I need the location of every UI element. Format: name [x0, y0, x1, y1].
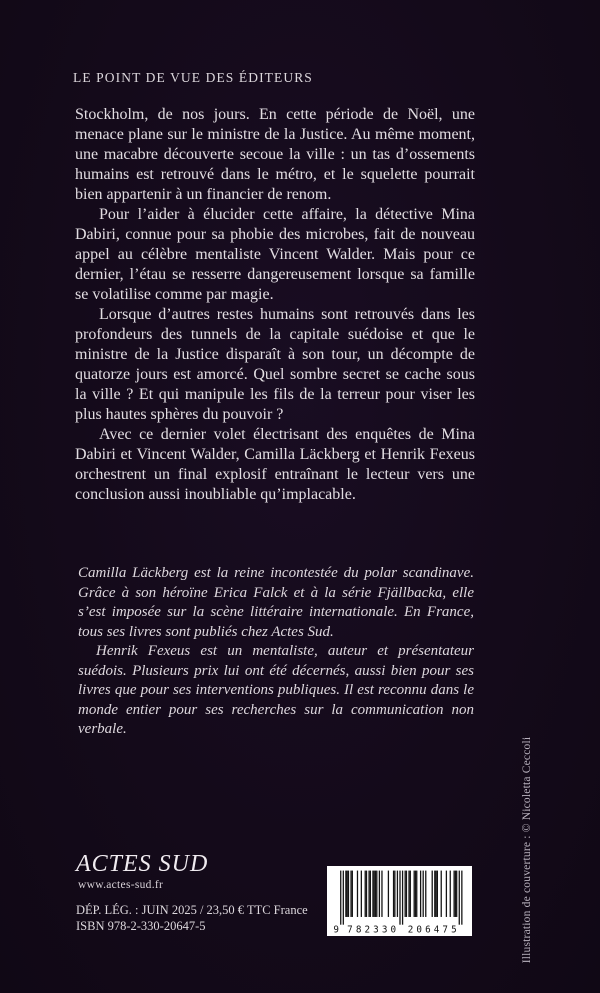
barcode-prefix-digit: 9: [332, 923, 339, 935]
blurb-paragraph: Pour l’aider à élucider cette affaire, la détective Mina Dabiri, connue pour sa phobie des microbes, fait de nouveau appel au célèbre mentaliste Vincent Walder. Mais pour ce dernier, l’étau se resserre dangereusement lorsque sa famille se volatilise comme par magie.: [75, 206, 475, 303]
blurb-paragraph: Stockholm, de nos jours. En cette période de Noël, une menace plane sur le ministre de la Justice. Au même moment, une macabre découverte secoue la ville : un tas d’ossements humains est retrouvé dans le métro, et le squelette pourrait bien appartenir à un financier de renom.: [75, 106, 475, 203]
publisher-logo: ACTES SUD: [76, 851, 209, 877]
blurb-paragraph: Avec ce dernier volet électrisant des enquêtes de Mina Dabiri et Vincent Walder, Camilla Läckberg et Henrik Fexeus orchestrent un final explosif entraînant le lecteur vers une conclusion aussi inoubliable qu’implacable.: [75, 426, 475, 503]
barcode-ean13: [332, 868, 468, 935]
cover-illustration-credit: Illustration de couverture : © Nicoletta Ceccoli: [521, 736, 533, 964]
barcode-right-digits: 206475: [407, 923, 457, 935]
legal-line: DÉP. LÉG. : JUIN 2025 / 23,50 € TTC France: [76, 903, 308, 917]
legal-block: [76, 903, 308, 934]
bio-paragraph-fexeus: Henrik Fexeus est un mentaliste, auteur et présentateur suédois. Plusieurs prix lui ont été décernés, aussi bien pour ses livres que pour ses interventions publiques. Il est reconnu dans le monde entier pour ses recherches sur la communication non verbale.: [78, 643, 474, 737]
barcode-bars: [340, 870, 462, 924]
barcode-left-digits: 782330: [346, 923, 396, 935]
bio-paragraph-lackberg: Camilla Läckberg est la reine incontestée du polar scandinave. Grâce à son héroïne Erica Falck et à la série Fjällbacka, elle s’est imposée sur la scène littéraire internationale. En France, tous ses livres sont publiés chez Actes Sud.: [78, 565, 474, 640]
publisher-website: www.actes-sud.fr: [78, 879, 164, 891]
collection-header: LE POINT DE VUE DES ÉDITEURS: [73, 70, 313, 85]
blurb: [75, 105, 475, 505]
author-bios: [78, 564, 474, 740]
barcode: [327, 866, 472, 936]
isbn-line: ISBN 978-2-330-20647-5: [76, 918, 206, 933]
blurb-paragraph: Lorsque d’autres restes humains sont retrouvés dans les profondeurs des tunnels de la capitale suédoise et que le ministre de la Justice disparaît à son tour, un décompte de quatorze jours est amorcé. Quel sombre secret se cache sous la ville ? Et qui manipule les fils de la terreur pour viser les plus hautes sphères du pouvoir ?: [75, 306, 475, 423]
